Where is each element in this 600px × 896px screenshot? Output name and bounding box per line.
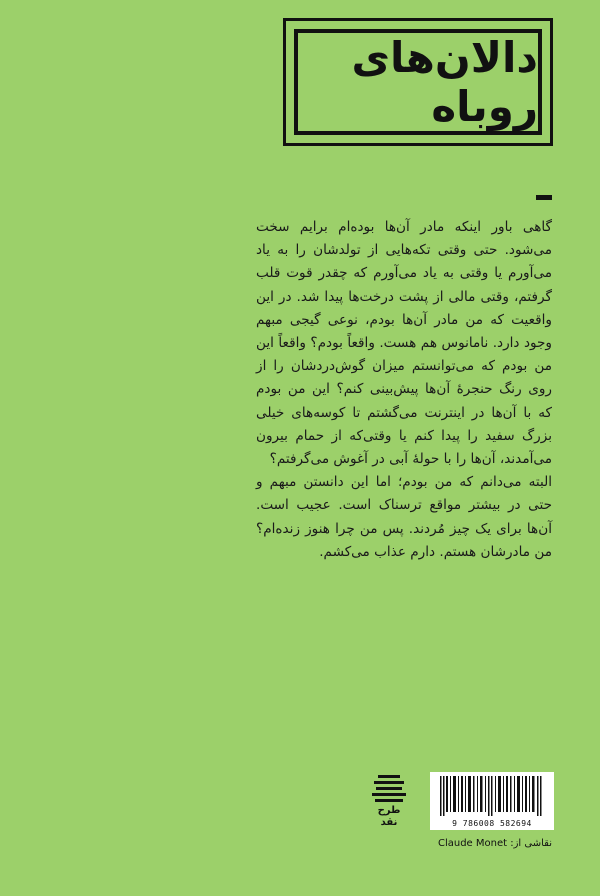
blurb-paragraph-2: البته می‌دانم که من بودم؛ اما این دانستن مبهم و حتی در بیشتر مواقع ترسناک است. عجیب است. آن‌ها برای یک چیز مُردند. پس من چرا هنوز زنده‌ام؟ من مادرشان هستم. دارم عذاب می‌کشم.: [256, 474, 552, 560]
barcode-number: 9 786008 582694: [452, 819, 532, 828]
isbn-barcode: [430, 772, 554, 830]
publisher-logo: [372, 775, 406, 839]
back-cover-blurb: [256, 216, 552, 564]
title-inner-frame: [294, 29, 542, 135]
blurb-paragraph-1: گاهی باور اینکه مادر آن‌ها بوده‌ام برایم سخت می‌شود. حتی وقتی تکه‌هایی از تولدشان را به یاد می‌آورم یا وقتی به یاد می‌آورم که چقدر قوت قلب گرفتم، وقتی مالی از پشت درخت‌ها پیدا شد. در این واقعیت که من مادر آن‌ها بودم، نوعی گیجی مبهم وجود دارد. نامانوس هم هست. واقعاً بودم؟ واقعاً این من بودم که می‌توانستم میزان گوش‌دردشان را از روی رنگ حنجرهٔ آن‌ها پیش‌بینی کنم؟ این من بودم که با آن‌ها در اینترنت می‌گشتم تا کوسه‌های خیلی بزرگ سفید را پیدا کنم یا وقتی‌که از حمام بیرون می‌آمدند، آن‌ها را با حولهٔ آبی در آغوش می‌گرفتم؟: [256, 219, 552, 468]
book-title: دالان‌های روباه: [351, 33, 538, 131]
publisher-name-1: طرح: [377, 805, 401, 816]
title-frame: [283, 18, 553, 146]
publisher-name-2: نقد: [380, 817, 398, 828]
painting-credit: [437, 838, 552, 849]
barcode-bars: [440, 776, 544, 816]
credit-label: نقاشی از:: [510, 838, 552, 849]
credit-artist: Claude Monet: [437, 838, 508, 849]
decorative-dash: [536, 195, 552, 200]
publisher-logo-mark: [372, 775, 406, 802]
